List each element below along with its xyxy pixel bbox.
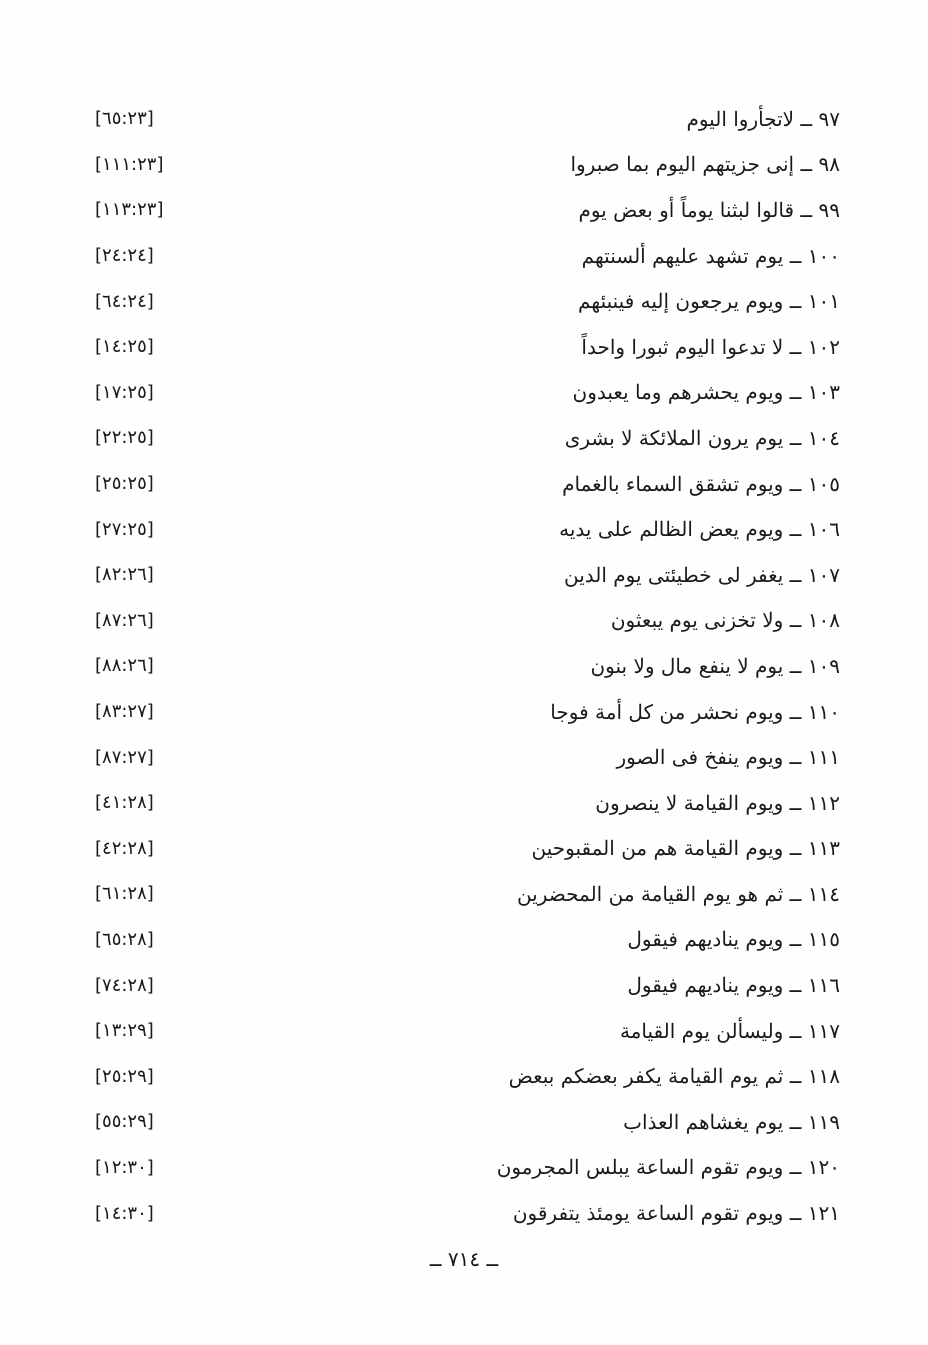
list-item bbox=[95, 370, 840, 416]
verse-text: ١١٥ ــ ويوم يناديهم فيقول bbox=[627, 927, 840, 952]
verse-reference: [٧٤:٢٨] bbox=[95, 974, 154, 996]
verse-text: ١١٩ ــ يوم يغشاهم العذاب bbox=[623, 1109, 840, 1134]
list-item bbox=[95, 506, 840, 552]
verse-reference: [٥٥:٢٩] bbox=[95, 1111, 154, 1133]
verse-text: ١١٢ ــ ويوم القيامة لا ينصرون bbox=[595, 790, 840, 815]
list-item bbox=[95, 96, 840, 142]
verse-text: ١٠٣ ــ ويوم يحشرهم وما يعبدون bbox=[572, 380, 840, 405]
verse-text: ١٠٠ ــ يوم تشهد عليهم ألسنتهم bbox=[581, 243, 840, 268]
verse-text: ١٠٢ ــ لا تدعوا اليوم ثبورا واحداً bbox=[581, 334, 840, 359]
verse-reference: [٨٢:٢٦] bbox=[95, 564, 154, 586]
verse-reference: [١٣:٢٩] bbox=[95, 1020, 154, 1042]
verse-text: ١١١ ــ ويوم ينفخ فى الصور bbox=[616, 745, 840, 770]
list-item bbox=[95, 1145, 840, 1191]
list-item bbox=[95, 734, 840, 780]
verse-reference: [٢٢:٢٥] bbox=[95, 427, 154, 449]
verse-text: ١٠٨ ــ ولا تخزنى يوم يبعثون bbox=[610, 608, 840, 633]
verse-text: ٩٨ ــ إنى جزيتهم اليوم بما صبروا bbox=[570, 152, 840, 177]
verse-reference: [٤٢:٢٨] bbox=[95, 837, 154, 859]
list-item bbox=[95, 1053, 840, 1099]
verse-text: ١٠٧ ــ يغفر لى خطيئتى يوم الدين bbox=[564, 562, 840, 587]
list-item bbox=[95, 187, 840, 233]
verse-reference: [١٧:٢٥] bbox=[95, 381, 154, 403]
verse-text: ١١٤ ــ ثم هو يوم القيامة من المحضرين bbox=[516, 881, 840, 906]
list-item bbox=[95, 461, 840, 507]
list-item bbox=[95, 1099, 840, 1145]
verse-reference: [١٢:٣٠] bbox=[95, 1156, 154, 1178]
page-number: ــ ٧١٤ ــ bbox=[429, 1247, 499, 1271]
verse-reference: [٨٣:٢٧] bbox=[95, 701, 154, 723]
verse-reference: [٢٧:٢٥] bbox=[95, 518, 154, 540]
verse-text: ١٢١ ــ ويوم تقوم الساعة يومئذ يتفرقون bbox=[512, 1201, 840, 1226]
verse-text: ١٠٩ ــ يوم لا ينفع مال ولا بنون bbox=[590, 653, 840, 678]
verse-text: ١١٦ ــ ويوم يناديهم فيقول bbox=[627, 973, 840, 998]
list-item bbox=[95, 826, 840, 872]
verse-reference: [٤١:٢٨] bbox=[95, 792, 154, 814]
verse-text: ١٠٤ ــ يوم يرون الملائكة لا بشرى bbox=[564, 425, 840, 450]
verse-text: ٩٩ ــ قالوا لبثنا يوماً أو بعض يوم bbox=[578, 197, 840, 222]
verse-reference: [٢٤:٢٤] bbox=[95, 245, 154, 267]
list-item bbox=[95, 278, 840, 324]
verse-reference: [٢٥:٢٥] bbox=[95, 473, 154, 495]
verse-reference: [٦٥:٢٨] bbox=[95, 928, 154, 950]
list-item bbox=[95, 871, 840, 917]
list-item bbox=[95, 643, 840, 689]
verse-reference: [٨٧:٢٦] bbox=[95, 609, 154, 631]
list-item bbox=[95, 962, 840, 1008]
verse-reference: [٨٨:٢٦] bbox=[95, 655, 154, 677]
list-item bbox=[95, 552, 840, 598]
verse-text: ١١٣ ــ ويوم القيامة هم من المقبوحين bbox=[531, 836, 840, 861]
verse-reference: [٦٤:٢٤] bbox=[95, 290, 154, 312]
verse-reference: [١٤:٣٠] bbox=[95, 1202, 154, 1224]
list-item bbox=[95, 689, 840, 735]
verse-text: ١٠١ ــ ويوم يرجعون إليه فينبئهم bbox=[578, 289, 840, 314]
list-item bbox=[95, 1190, 840, 1236]
list-item bbox=[95, 142, 840, 188]
list-item bbox=[95, 598, 840, 644]
verse-text: ١٠٦ ــ ويوم يعض الظالم على يديه bbox=[559, 517, 840, 542]
verse-reference: [١١١:٢٣] bbox=[95, 153, 164, 175]
verse-text: ١١٨ ــ ثم يوم القيامة يكفر بعضكم ببعض bbox=[508, 1064, 840, 1089]
list-item bbox=[95, 415, 840, 461]
verse-reference: [٢٥:٢٩] bbox=[95, 1065, 154, 1087]
verse-text: ١١٠ ــ ويوم نحشر من كل أمة فوجا bbox=[550, 699, 840, 724]
list-item bbox=[95, 324, 840, 370]
list-item bbox=[95, 917, 840, 963]
verse-reference: [١١٣:٢٣] bbox=[95, 199, 164, 221]
list-item bbox=[95, 780, 840, 826]
entry-list bbox=[95, 96, 840, 1236]
verse-reference: [٨٧:٢٧] bbox=[95, 746, 154, 768]
verse-text: ١٢٠ ــ ويوم تقوم الساعة يبلس المجرمون bbox=[496, 1155, 840, 1180]
list-item bbox=[95, 233, 840, 279]
verse-text: ١١٧ ــ وليسألن يوم القيامة bbox=[619, 1018, 840, 1043]
verse-reference: [٦١:٢٨] bbox=[95, 883, 154, 905]
verse-text: ١٠٥ ــ ويوم تشقق السماء بالغمام bbox=[562, 471, 840, 496]
verse-text: ٩٧ ــ لاتجأروا اليوم bbox=[686, 106, 840, 131]
verse-reference: [٦٥:٢٣] bbox=[95, 108, 154, 130]
list-item bbox=[95, 1008, 840, 1054]
verse-reference: [١٤:٢٥] bbox=[95, 336, 154, 358]
